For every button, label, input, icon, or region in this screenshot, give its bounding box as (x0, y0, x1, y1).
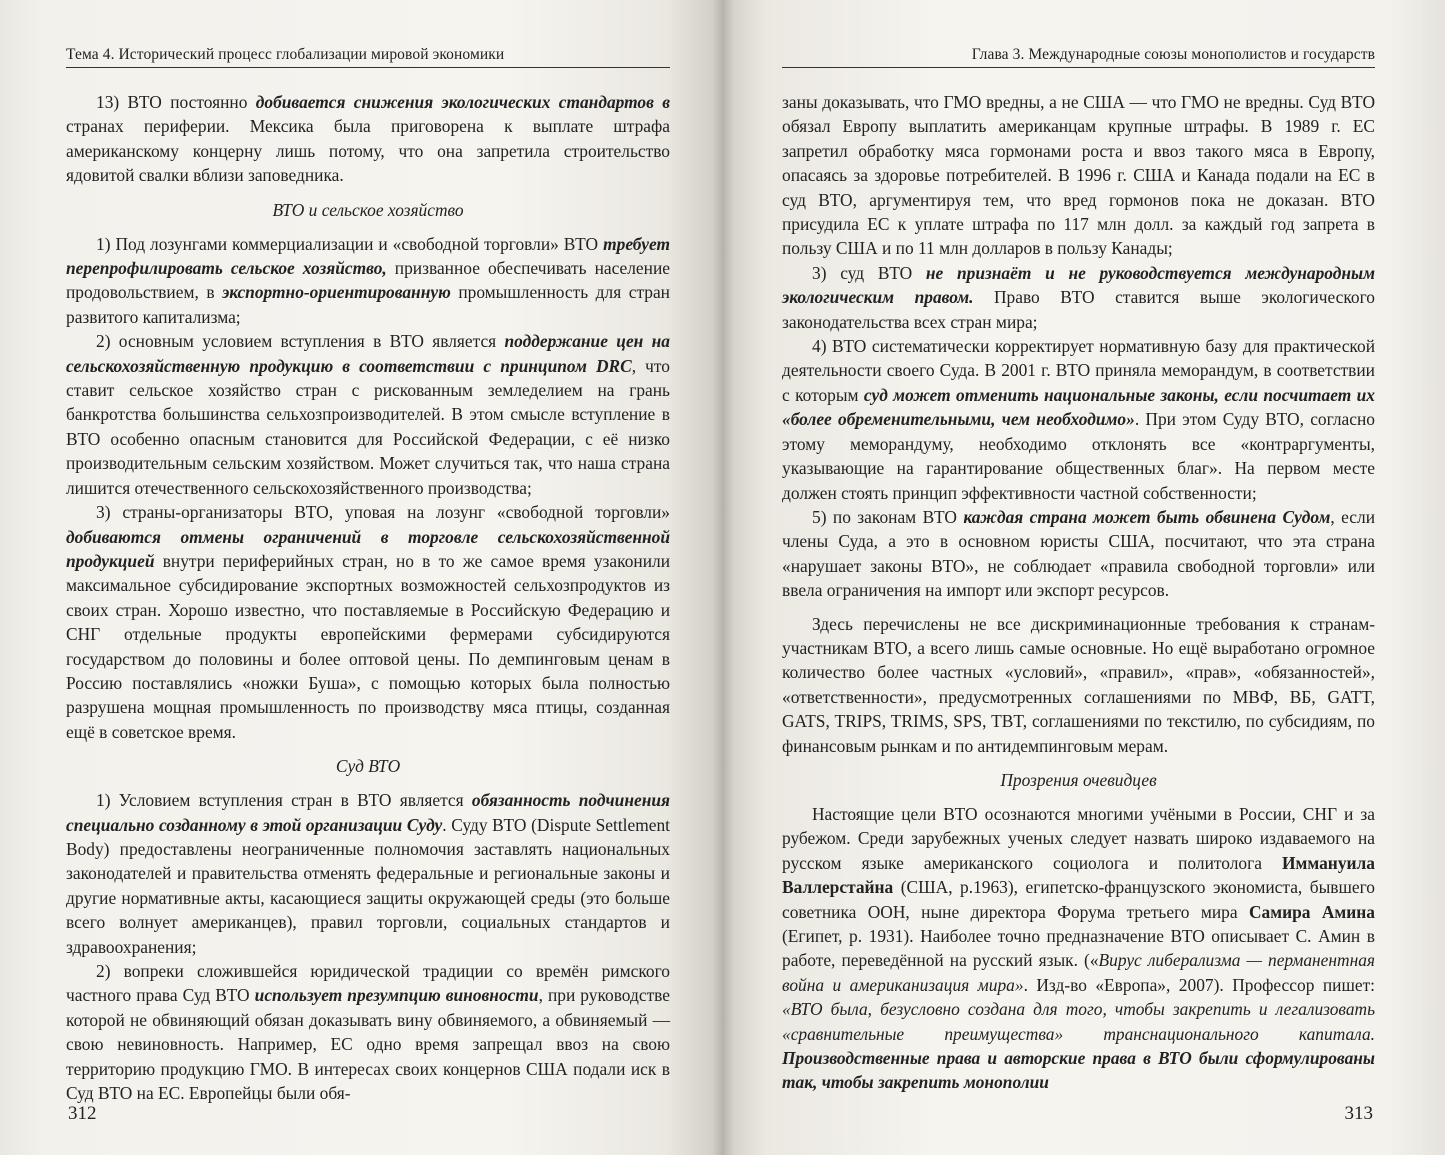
paragraph: 13) ВТО постоянно добивается снижения экологических стандартов в странах периферии. Мексика была приговорена к выплате штрафа американскому концерну лишь потому, что она запретила строительство ядовитой свалки вблизи заповедника. (66, 92, 671, 186)
paragraph: 2) основным условием вступления в ВТО является поддержание цен на сельскохозяйственную продукцию в соответствии с принципом DRC, что ставит сельское хозяйство стран с рискованным земледелием на грань банкротства большинства сельхозпроизводителей. В этом смысле вступление в ВТО особенно опасным становится для Российской Федерации, с её низко производительным сельским хозяйством. Может случиться так, что наша страна лишится отечественного сельскохозяйственного производства; (66, 331, 670, 498)
paragraph: 3) суд ВТО не признаёт и не руководствуется международным экологическим правом. Право ВТО ставится выше экологического законодательства всех стран мира; (782, 262, 1375, 332)
paragraph: Настоящие цели ВТО осознаются многими учёными в России, СНГ и за рубежом. Среди зарубежных ученых следует назвать широко издаваемого на русском языке американского социолога и политолога Иммануила Валлерстайна (США, р.1963), египетско-французского экономиста, бывшего советника ООН, ныне директора Форума третьего мира Самира Амина (Египет, р. 1931). Наиболее точно предназначение ВТО описывает С. Амин в работе, переведённой на русский язык. («Вирус либерализма — перманентная война и американизация мира». Изд-во «Европа», 2007). Профессор пишет: «ВТО была, безусловно создана для того, чтобы закрепить и легализовать «сравнительные преимущества» транснационального капитала. Производственные права и авторские права в ВТО были сформулированы так, чтобы закрепить монополии (782, 803, 1376, 1093)
paragraph: Здесь перечислены не все дискриминационные требования к странам-участникам ВТО, а всего лишь самые основные. Но ещё выработано огромное количество более частных «условий», «правил», «прав», «обязанностей», «ответственности», предусмотренных соглашениями по МВФ, ВБ, GATT, GATS, TRIPS, TRIMS, SPS, TBT, соглашениями по текстилю, по субсидиям, по финансовым рынкам и по антидемпинговым мерам. (782, 613, 1375, 756)
paragraph: заны доказывать, что ГМО вредны, а не США — что ГМО не вредны. Суд ВТО обязал Европу выплатить американцам крупные штрафы. В 1989 г. ЕС запретил обработку мяса гормонами роста и ввоз такого мяса в Европу, опасаясь за здоровье потребителей. В 1996 г. США и Канада подали на ЕС в суд ВТО, аргументируя тем, что вред гормонов пока не доказан. ВТО присудила ЕС к уплате штрафа по 117 млн долл. за каждый год запрета в пользу США и по 11 млн долларов в пользу Канады; (782, 92, 1375, 259)
running-head-left: Тема 4. Исторический процесс глобализации мировой экономики (66, 46, 670, 68)
paragraph: 1) Условием вступления стран в ВТО является обязанность подчинения специально созданному в этой организации Суду. Суду ВТО (Dispute Settlement Body) предоставлены неограниченные полномочия заставлять национальных законодателей и правительства отменять федеральные и региональные законы и другие нормативные акты, касающиеся защиты окружающей среды (это больше всего волнует американцев), правил торговли, социальных стандартов и здравоохранения; (66, 790, 670, 957)
paragraph: 5) по законам ВТО каждая страна может быть обвинена Судом, если члены Суда, а это в основном юристы США, посчитают, что эта страна «нарушает законы ВТО», не соблюдает «правила свободной торговли» или ввела ограничения на импорт или экспорт ресурсов. (782, 506, 1375, 601)
left-page-body (66, 90, 670, 1105)
paragraph: 3) страны-организаторы ВТО, уповая на лозунг «свободной торговли» добиваются отмены ограничений в торговле сельскохозяйственной продукцией внутри периферийных стран, но в то же самое время узаконили максимальное субсидирование экспортных возможностей сельхозпродуктов из своих стран. Хорошо известно, что поставляемые в Российскую Федерацию и СНГ отдельные продукты европейскими фермерами субсидируются государством до половины и более оптовой цены. По демпинговым ценам в Россию поставлялись «ножки Буша», с помощью которых была полностью разрушена мощная промышленность по производству мяса птицы, созданная ещё в советское время. (66, 502, 670, 742)
running-head-right: Глава 3. Международные союзы монополистов и государств (782, 46, 1375, 68)
page-number-left: 312 (68, 1103, 97, 1124)
paragraph: 1) Под лозунгами коммерциализации и «свободной торговли» ВТО требует перепрофилировать сельское хозяйство, призванное обеспечивать население продовольствием, в экспортно-ориентированную промышленность для стран развитого капитализма; (66, 233, 670, 327)
section-heading-court: Суд ВТО (335, 756, 401, 777)
right-page-body (782, 90, 1375, 1095)
section-heading-insights: Прозрения очевидцев (1000, 769, 1157, 790)
right-page (722, 0, 1445, 1155)
section-heading-agriculture: ВТО и сельское хозяйство (272, 199, 464, 220)
page-number-right: 313 (1344, 1103, 1373, 1124)
paragraph: 4) ВТО систематически корректирует нормативную базу для практической деятельности своего Суда. В 2001 г. ВТО приняла меморандум, в соответствии с которым суд может отменить национальные законы, если посчитает их «более обременительными, чем необходимо». При этом Суду ВТО, согласно этому меморандуму, необходимо отклонять все «контраргументы, указывающие на гарантирование общественных благ». На первом месте должен стоять принцип эффективности частной собственности; (782, 336, 1375, 503)
left-page (0, 0, 722, 1155)
paragraph: 2) вопреки сложившейся юридической традиции со времён римского частного права Суд ВТО использует презумпцию виновности, при руководстве которой не обвиняющий обязан доказывать вину обвиняемого, а обвиняемый — свою невиновность. Например, ЕС одно время запрещал ввоз на свою территорию продукцию ГМО. В интересах своих концернов США подали иск в Суд ВТО на ЕС. Европейцы были обя- (66, 961, 670, 1104)
